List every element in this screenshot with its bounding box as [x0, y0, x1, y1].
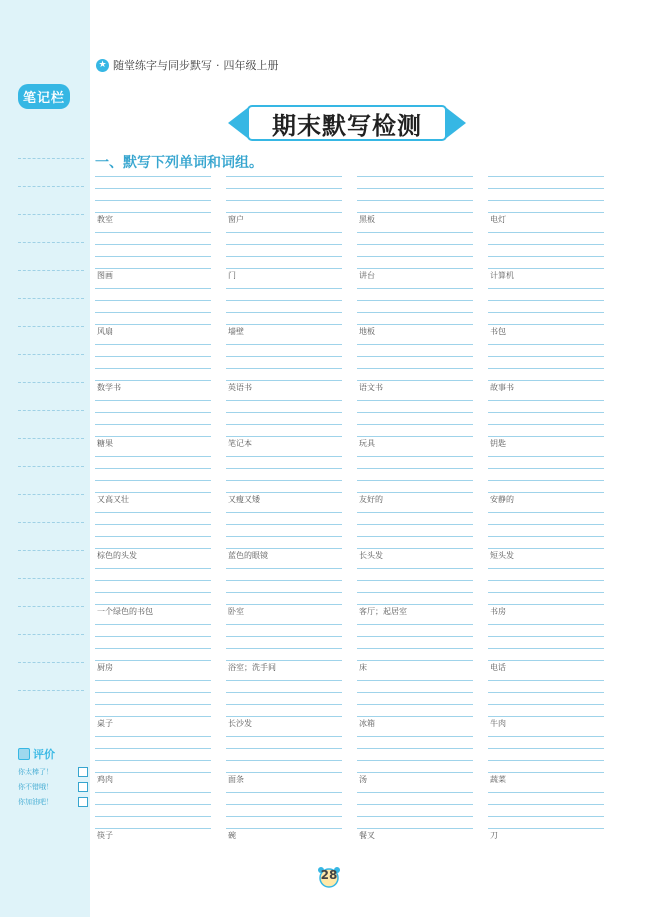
notes-line	[18, 242, 84, 243]
notes-line	[18, 270, 84, 271]
writing-line	[226, 268, 342, 269]
writing-line	[95, 492, 211, 493]
writing-line	[357, 412, 473, 413]
writing-line	[357, 648, 473, 649]
word-prompt: 安静的	[490, 495, 514, 504]
writing-line	[95, 188, 211, 189]
writing-line	[357, 344, 473, 345]
writing-line	[95, 400, 211, 401]
word-prompt: 长头发	[359, 551, 383, 560]
writing-line	[357, 300, 473, 301]
writing-line	[95, 624, 211, 625]
writing-line	[488, 604, 604, 605]
writing-line	[357, 624, 473, 625]
writing-line	[226, 412, 342, 413]
writing-line	[357, 512, 473, 513]
writing-line	[488, 368, 604, 369]
self-evaluation	[18, 746, 88, 812]
page-number: 28	[320, 868, 338, 882]
writing-line	[95, 512, 211, 513]
evaluation-option	[18, 782, 88, 792]
word-prompt: 图画	[97, 271, 113, 280]
writing-line	[357, 456, 473, 457]
word-prompt: 友好的	[359, 495, 383, 504]
writing-line	[357, 536, 473, 537]
writing-line	[488, 524, 604, 525]
writing-line	[488, 792, 604, 793]
writing-line	[95, 456, 211, 457]
notes-line	[18, 634, 84, 635]
writing-line	[95, 380, 211, 381]
writing-line	[95, 692, 211, 693]
writing-line	[226, 312, 342, 313]
word-prompt: 钥匙	[490, 439, 506, 448]
word-prompt: 长沙发	[228, 719, 252, 728]
writing-line	[95, 804, 211, 805]
writing-line	[488, 436, 604, 437]
writing-line	[226, 380, 342, 381]
book-logo-icon: ★	[96, 59, 109, 72]
writing-line	[357, 268, 473, 269]
notes-line	[18, 214, 84, 215]
writing-line	[226, 400, 342, 401]
writing-line	[357, 568, 473, 569]
notes-line	[18, 522, 84, 523]
writing-line	[95, 256, 211, 257]
writing-line	[95, 176, 211, 177]
word-prompt: 床	[359, 663, 367, 672]
writing-line	[226, 456, 342, 457]
word-prompt: 笔记本	[228, 439, 252, 448]
writing-line	[95, 324, 211, 325]
notes-line	[18, 494, 84, 495]
writing-line	[95, 548, 211, 549]
writing-line	[95, 716, 211, 717]
writing-line	[226, 604, 342, 605]
word-prompt: 又瘦又矮	[228, 495, 260, 504]
writing-line	[95, 244, 211, 245]
writing-line	[95, 212, 211, 213]
writing-line	[488, 592, 604, 593]
title-banner	[228, 104, 466, 142]
writing-line	[488, 772, 604, 773]
book-series-title: 随堂练字与同步默写	[113, 59, 212, 72]
writing-line	[357, 312, 473, 313]
notes-line	[18, 298, 84, 299]
evaluation-option	[18, 797, 88, 807]
writing-line	[226, 468, 342, 469]
writing-line	[95, 580, 211, 581]
writing-line	[226, 436, 342, 437]
word-prompt: 教室	[97, 215, 113, 224]
word-prompt: 蔬菜	[490, 775, 506, 784]
writing-line	[95, 344, 211, 345]
writing-line	[226, 748, 342, 749]
writing-line	[357, 176, 473, 177]
word-prompt: 浴室；洗手间	[228, 663, 276, 672]
word-prompt: 短头发	[490, 551, 514, 560]
writing-line	[226, 636, 342, 637]
header-separator: ·	[216, 58, 220, 72]
evaluation-option-label: 你太棒了！	[18, 768, 53, 776]
writing-line	[95, 760, 211, 761]
word-prompt: 书房	[490, 607, 506, 616]
writing-line	[488, 704, 604, 705]
writing-line	[357, 232, 473, 233]
writing-line	[488, 492, 604, 493]
writing-line	[95, 288, 211, 289]
word-prompt: 语文书	[359, 383, 383, 392]
writing-line	[488, 716, 604, 717]
writing-line	[226, 424, 342, 425]
writing-line	[226, 176, 342, 177]
evaluation-option	[18, 767, 88, 777]
writing-line	[357, 436, 473, 437]
word-prompt: 计算机	[490, 271, 514, 280]
book-grade: 四年级上册	[223, 59, 279, 72]
writing-line	[357, 256, 473, 257]
writing-line	[488, 680, 604, 681]
writing-line	[357, 380, 473, 381]
word-prompt: 桌子	[97, 719, 113, 728]
evaluation-checkbox[interactable]	[78, 782, 88, 792]
word-prompt: 讲台	[359, 271, 375, 280]
writing-line	[95, 592, 211, 593]
writing-line	[357, 804, 473, 805]
writing-line	[226, 828, 342, 829]
notes-line	[18, 438, 84, 439]
writing-line	[226, 536, 342, 537]
writing-line	[357, 716, 473, 717]
writing-line	[488, 760, 604, 761]
writing-line	[357, 424, 473, 425]
writing-line	[226, 680, 342, 681]
writing-line	[226, 772, 342, 773]
writing-line	[488, 512, 604, 513]
writing-line	[95, 736, 211, 737]
writing-line	[226, 804, 342, 805]
writing-line	[95, 268, 211, 269]
word-prompt: 碗	[228, 831, 236, 840]
writing-line	[357, 760, 473, 761]
writing-line	[488, 256, 604, 257]
writing-line	[357, 480, 473, 481]
page-title: 期末默写检测	[272, 111, 422, 140]
writing-line	[357, 792, 473, 793]
writing-line	[95, 636, 211, 637]
word-prompt: 玩具	[359, 439, 375, 448]
writing-line	[95, 536, 211, 537]
writing-line	[226, 660, 342, 661]
notes-line	[18, 158, 84, 159]
writing-line	[488, 828, 604, 829]
writing-line	[226, 624, 342, 625]
word-prompt: 电话	[490, 663, 506, 672]
writing-line	[357, 368, 473, 369]
word-prompt: 又高又壮	[97, 495, 129, 504]
writing-line	[95, 232, 211, 233]
writing-line	[357, 636, 473, 637]
writing-line	[226, 244, 342, 245]
writing-line	[488, 660, 604, 661]
word-prompt: 刀	[490, 831, 498, 840]
word-prompt: 英语书	[228, 383, 252, 392]
writing-line	[488, 268, 604, 269]
word-prompt: 筷子	[97, 831, 113, 840]
writing-line	[226, 792, 342, 793]
writing-line	[488, 400, 604, 401]
writing-line	[488, 244, 604, 245]
notes-line	[18, 382, 84, 383]
writing-line	[357, 692, 473, 693]
writing-line	[226, 288, 342, 289]
notes-line	[18, 662, 84, 663]
notes-line	[18, 578, 84, 579]
writing-line	[357, 400, 473, 401]
word-prompt: 汤	[359, 775, 367, 784]
word-prompt: 牛肉	[490, 719, 506, 728]
word-prompt: 卧室	[228, 607, 244, 616]
notes-line	[18, 326, 84, 327]
writing-line	[357, 524, 473, 525]
writing-line	[95, 604, 211, 605]
writing-line	[226, 524, 342, 525]
section-heading: 一、默写下列单词和词组。	[95, 155, 263, 171]
writing-line	[226, 300, 342, 301]
notes-line	[18, 550, 84, 551]
writing-line	[488, 176, 604, 177]
writing-line	[357, 356, 473, 357]
word-prompt: 窗户	[228, 215, 244, 224]
writing-line	[357, 660, 473, 661]
trophy-icon	[18, 748, 30, 760]
writing-line	[95, 568, 211, 569]
writing-line	[488, 232, 604, 233]
writing-line	[488, 636, 604, 637]
writing-line	[226, 568, 342, 569]
writing-line	[95, 704, 211, 705]
writing-line	[488, 188, 604, 189]
writing-line	[226, 692, 342, 693]
writing-line	[95, 468, 211, 469]
writing-line	[95, 772, 211, 773]
evaluation-checkbox[interactable]	[78, 767, 88, 777]
writing-line	[226, 356, 342, 357]
writing-line	[95, 356, 211, 357]
writing-line	[488, 288, 604, 289]
writing-line	[95, 368, 211, 369]
notes-line	[18, 410, 84, 411]
writing-line	[226, 232, 342, 233]
writing-line	[357, 772, 473, 773]
writing-line	[488, 344, 604, 345]
evaluation-option-label: 你加油吧！	[18, 798, 53, 806]
writing-line	[357, 244, 473, 245]
writing-line	[357, 200, 473, 201]
writing-line	[357, 492, 473, 493]
word-prompt: 面条	[228, 775, 244, 784]
writing-line	[226, 760, 342, 761]
writing-line	[488, 536, 604, 537]
writing-line	[226, 212, 342, 213]
writing-line	[488, 624, 604, 625]
writing-line	[488, 568, 604, 569]
writing-line	[357, 748, 473, 749]
notes-line	[18, 186, 84, 187]
word-prompt: 糖果	[97, 439, 113, 448]
writing-line	[357, 828, 473, 829]
word-prompt: 棕色的头发	[97, 551, 137, 560]
writing-line	[357, 680, 473, 681]
writing-line	[95, 648, 211, 649]
writing-line	[226, 592, 342, 593]
word-prompt: 冰箱	[359, 719, 375, 728]
page-number-badge	[316, 866, 342, 888]
word-prompt: 黑板	[359, 215, 375, 224]
book-header	[96, 57, 279, 73]
word-prompt: 餐叉	[359, 831, 375, 840]
writing-line	[488, 480, 604, 481]
notes-line	[18, 354, 84, 355]
word-prompt: 一个绿色的书包	[97, 607, 153, 616]
evaluation-title	[18, 746, 88, 762]
writing-line	[488, 748, 604, 749]
writing-line	[95, 424, 211, 425]
word-prompt: 门	[228, 271, 236, 280]
writing-line	[488, 548, 604, 549]
writing-line	[488, 200, 604, 201]
writing-line	[357, 212, 473, 213]
writing-line	[226, 200, 342, 201]
notes-sidebar-title: 笔记栏	[18, 84, 70, 109]
writing-line	[357, 704, 473, 705]
writing-line	[95, 412, 211, 413]
writing-line	[95, 748, 211, 749]
writing-line	[226, 492, 342, 493]
writing-line	[95, 828, 211, 829]
word-prompt: 数学书	[97, 383, 121, 392]
writing-line	[357, 188, 473, 189]
writing-line	[488, 580, 604, 581]
writing-line	[488, 692, 604, 693]
word-prompt: 故事书	[490, 383, 514, 392]
notes-line	[18, 690, 84, 691]
notes-sidebar	[0, 0, 90, 917]
writing-line	[488, 212, 604, 213]
writing-line	[488, 312, 604, 313]
writing-line	[95, 300, 211, 301]
writing-line	[226, 368, 342, 369]
writing-line	[226, 736, 342, 737]
notes-line	[18, 466, 84, 467]
writing-line	[357, 468, 473, 469]
writing-line	[226, 716, 342, 717]
word-prompt: 厨房	[97, 663, 113, 672]
evaluation-checkbox[interactable]	[78, 797, 88, 807]
writing-line	[95, 436, 211, 437]
writing-line	[488, 380, 604, 381]
writing-line	[226, 256, 342, 257]
evaluation-title-text: 评价	[33, 748, 55, 761]
writing-line	[357, 548, 473, 549]
writing-line	[95, 816, 211, 817]
writing-line	[357, 604, 473, 605]
writing-line	[95, 524, 211, 525]
writing-line	[226, 512, 342, 513]
word-prompt: 风扇	[97, 327, 113, 336]
word-prompt: 地板	[359, 327, 375, 336]
word-prompt: 蓝色的眼镜	[228, 551, 268, 560]
writing-line	[357, 324, 473, 325]
writing-line	[95, 680, 211, 681]
writing-line	[226, 548, 342, 549]
writing-line	[488, 412, 604, 413]
writing-line	[488, 456, 604, 457]
word-prompt: 墙壁	[228, 327, 244, 336]
writing-line	[226, 480, 342, 481]
word-prompt: 书包	[490, 327, 506, 336]
writing-line	[488, 648, 604, 649]
notes-line	[18, 606, 84, 607]
writing-line	[357, 288, 473, 289]
writing-line	[95, 660, 211, 661]
writing-line	[226, 188, 342, 189]
writing-line	[95, 480, 211, 481]
word-prompt: 客厅；起居室	[359, 607, 407, 616]
writing-line	[95, 200, 211, 201]
writing-line	[226, 580, 342, 581]
writing-line	[95, 792, 211, 793]
word-prompt: 电灯	[490, 215, 506, 224]
writing-line	[488, 816, 604, 817]
writing-line	[226, 704, 342, 705]
writing-line	[488, 736, 604, 737]
writing-line	[226, 324, 342, 325]
writing-line	[357, 736, 473, 737]
word-prompt: 鸡肉	[97, 775, 113, 784]
writing-line	[357, 816, 473, 817]
evaluation-option-label: 你不错哦！	[18, 783, 53, 791]
writing-line	[226, 816, 342, 817]
writing-line	[488, 804, 604, 805]
writing-line	[226, 648, 342, 649]
writing-line	[488, 424, 604, 425]
writing-line	[95, 312, 211, 313]
writing-line	[226, 344, 342, 345]
writing-line	[357, 592, 473, 593]
writing-line	[357, 580, 473, 581]
writing-line	[488, 300, 604, 301]
writing-line	[488, 356, 604, 357]
writing-line	[488, 468, 604, 469]
writing-line	[488, 324, 604, 325]
